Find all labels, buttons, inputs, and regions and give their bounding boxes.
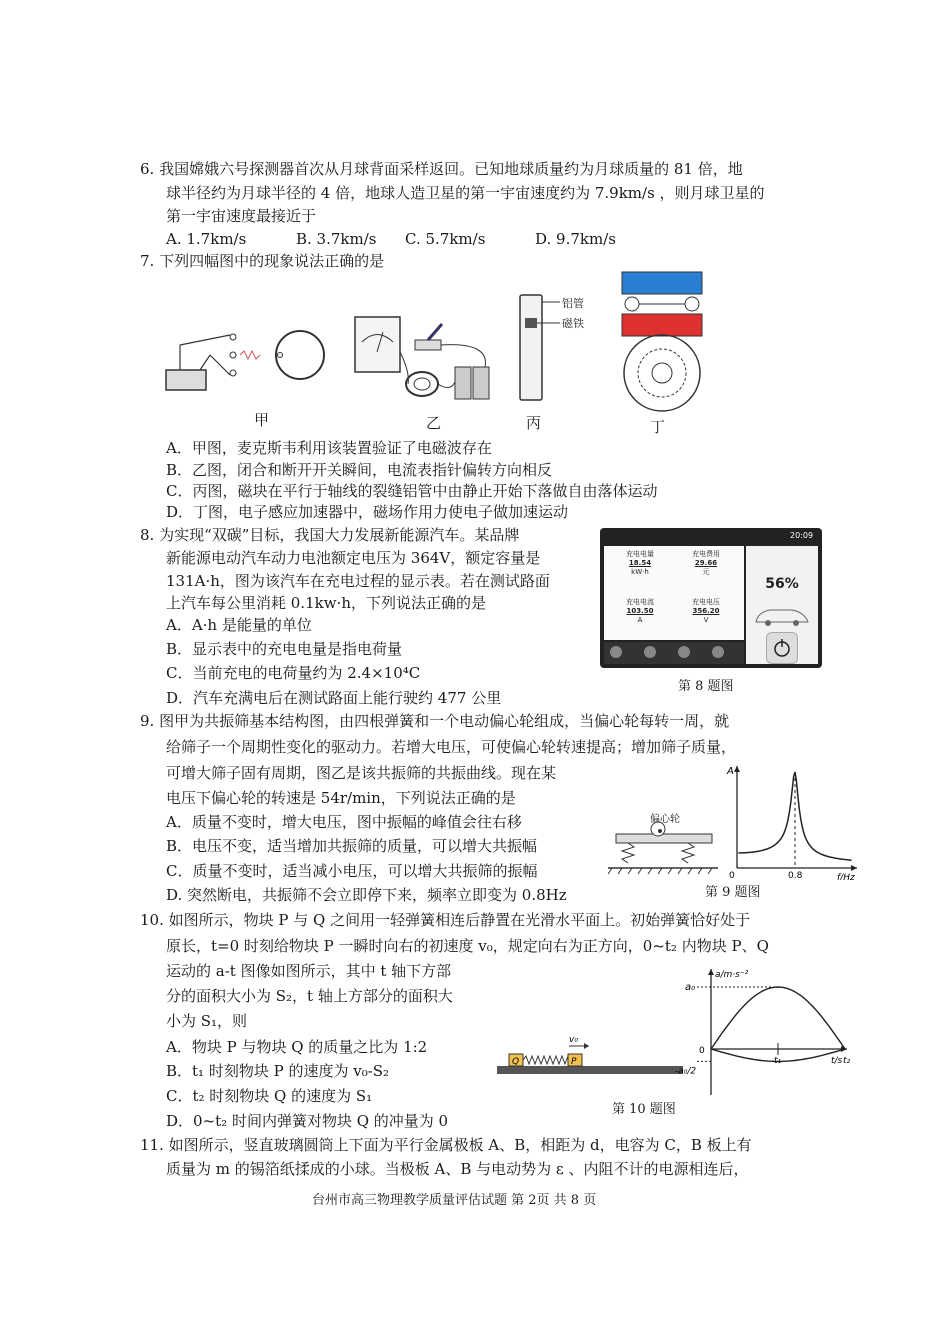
- t-axis-label: t/s: [831, 1056, 843, 1066]
- q10-line-1: 10. 如图所示，物块 P 与 Q 之间用一轻弹簧相连后静置在光滑水平面上。初始弹簧恰好处于: [140, 911, 751, 929]
- a0-label: a₀: [685, 982, 696, 993]
- soc-percent: 56%: [765, 576, 799, 592]
- magnet: [525, 318, 537, 328]
- q9-line-2: 给筛子一个周期性变化的驱动力。若增大电压，可使偏心轮转速提高；增加筛子质量，: [166, 738, 737, 756]
- fig-label-bing: 丙: [526, 414, 542, 432]
- fig-label-jia: 甲: [254, 411, 270, 429]
- upper-magnet: [622, 272, 702, 294]
- block-p-label: P: [571, 1057, 577, 1067]
- tube-label: 铝管: [562, 297, 584, 310]
- q9-option-d: D. 突然断电，共振筛不会立即停下来，频率立即变为 0.8Hz: [166, 886, 567, 904]
- v0-label: v₀: [569, 1035, 578, 1045]
- lower-magnet: [622, 314, 702, 336]
- switch: [415, 340, 441, 350]
- fig-label-yi: 乙: [426, 414, 442, 432]
- coil: [406, 372, 438, 396]
- q8-option-d: D．汽车充满电后在测试路面上能行驶约 477 公里: [166, 689, 502, 707]
- q8-line-4: 上汽车每公里消耗 0.1kw·h，下列说法正确的是: [166, 594, 486, 612]
- toolbar-icon-2[interactable]: [644, 646, 656, 658]
- q9-option-a: A．质量不变时，增大电压，图中振幅的峰值会往右移: [166, 813, 522, 831]
- panel-soc: [746, 546, 818, 664]
- x-label: f/Hz: [837, 873, 855, 880]
- induction-coil: [166, 370, 206, 390]
- q7-option-c: C．丙图，磁块在平行于轴线的裂缝铝管中由静止开始下落做自由落体运动: [166, 482, 658, 500]
- galvanometer: [355, 317, 400, 372]
- q9-line-1: 9. 图甲为共振筛基本结构图，由四根弹簧和一个电动偏心轮组成，当偏心轮每转一周，就: [140, 712, 730, 730]
- q7-figure-yi: [350, 312, 500, 407]
- q10-option-d: D．0~t₂ 时间内弹簧对物块 Q 的冲量为 0: [166, 1112, 449, 1130]
- battery: [455, 367, 471, 399]
- q8-option-c: C．当前充电的电荷量约为 2.4×10⁴C: [166, 664, 421, 682]
- cell-current: 充电电流 103.50 A: [626, 598, 654, 624]
- q8-option-a: A．A·h 是能量的单位: [166, 616, 312, 634]
- cell-cost: 充电费用 29.66 元: [692, 550, 720, 576]
- q10-option-b: B．t₁ 时刻物块 P 的速度为 v₀-S₂: [166, 1062, 390, 1080]
- magnet-label: 磁铁: [562, 317, 584, 330]
- q6-option-a: A. 1.7km/s: [166, 230, 247, 248]
- panel-values: [604, 546, 744, 640]
- vacuum-chamber: [624, 335, 700, 411]
- t1-label: t₁: [774, 1056, 782, 1066]
- q7-figure-jia: [160, 315, 330, 405]
- spring-blocks-figure: [497, 1030, 687, 1080]
- spark-ball: [230, 334, 236, 340]
- page-footer: 台州市高三物理教学质量评估试题 第 2页 共 8 页: [312, 1193, 597, 1208]
- toolbar-icon-1[interactable]: [610, 646, 622, 658]
- q10-line-3: 运动的 a-t 图像如图所示，其中 t 轴下方部: [166, 962, 452, 980]
- q6-option-b: B. 3.7km/s: [296, 230, 377, 248]
- y-label: A: [727, 766, 734, 777]
- receiver-ring: [276, 331, 324, 379]
- toolbar-icon-3[interactable]: [678, 646, 690, 658]
- neg-a0-label: -a₀/2: [675, 1066, 697, 1077]
- a-t-chart: [675, 965, 855, 1105]
- q8-option-b: B．显示表中的充电电量是指电荷量: [166, 640, 403, 658]
- aluminum-tube: [520, 295, 542, 400]
- q11-line-1: 11. 如图所示，竖直玻璃圆筒上下面为平行金属极板 A、B，相距为 d，电容为 C，B 板上有: [140, 1136, 752, 1154]
- q9-line-4: 电压下偏心轮的转速是 54r/min，下列说法正确的是: [166, 789, 516, 807]
- spring-left: [622, 843, 634, 863]
- q9-option-b: B．电压不变，适当增加共振筛的质量，可以增大共振幅: [166, 837, 538, 855]
- q8-line-3: 131A·h，图为该汽车在充电过程的显示表。若在测试路面: [166, 572, 550, 590]
- curve-q: [711, 987, 845, 1049]
- resonance-chart: [725, 760, 865, 880]
- cell-energy: 充电电量 18.54 kW·h: [626, 550, 654, 576]
- origin-label: 0: [699, 1046, 705, 1056]
- q8-caption: 第 8 题图: [678, 679, 734, 694]
- charging-display: [600, 528, 822, 668]
- q10-line-5: 小为 S₁，则: [166, 1012, 248, 1030]
- q10-line-4: 分的面积大小为 S₂，t 轴上方部分的面积大: [166, 987, 453, 1005]
- car-icon: [752, 604, 812, 628]
- power-icon: [767, 633, 797, 663]
- x-tick-0.8: 0.8: [788, 871, 803, 880]
- q10-caption: 第 10 题图: [612, 1102, 676, 1117]
- q7-option-b: B．乙图，闭合和断开开关瞬间，电流表指针偏转方向相反: [166, 461, 553, 479]
- q10-option-c: C．t₂ 时刻物块 Q 的速度为 S₁: [166, 1087, 373, 1105]
- q10-line-2: 原长，t=0 时刻给物块 P 一瞬时向右的初速度 v₀，规定向右为正方向，0~t₂ 内物块 P、Q: [166, 937, 769, 955]
- spring: [523, 1056, 574, 1064]
- q11-line-2: 质量为 m 的锡箔纸揉成的小球。当极板 A、B 与电动势为 ε 、内阻不计的电源相连后，: [166, 1160, 749, 1178]
- q9-option-c: C．质量不变时，适当减小电压，可以增大共振筛的振幅: [166, 862, 538, 880]
- ground: [497, 1066, 683, 1074]
- q6-line-2: 球半径约为月球半径的 4 倍，地球人造卫星的第一宇宙速度约为 7.9km/s ，则月球卫星的: [166, 184, 765, 202]
- sieve-plate: [616, 834, 712, 843]
- panel-toolbar: [604, 642, 744, 664]
- q6-option-d: D. 9.7km/s: [535, 230, 616, 248]
- wheel-label: 偏心轮: [650, 814, 680, 825]
- q9-line-3: 可增大筛子固有周期，图乙是该共振筛的共振曲线。现在某: [166, 764, 557, 782]
- a-axis-label: a/m·s⁻²: [715, 970, 749, 980]
- fig-label-ding: 丁: [650, 418, 666, 436]
- stop-charge-button[interactable]: [766, 632, 798, 664]
- cell-voltage: 充电电压 356.20 V: [692, 598, 720, 624]
- toolbar-icon-4[interactable]: [712, 646, 724, 658]
- block-q-label: Q: [512, 1057, 520, 1067]
- panel-time: 20:09: [790, 531, 814, 540]
- q8-line-1: 8. 为实现“双碳”目标，我国大力发展新能源汽车。某品牌: [140, 526, 520, 544]
- q7-option-a: A．甲图，麦克斯韦利用该装置验证了电磁波存在: [166, 439, 492, 457]
- q8-line-2: 新能源电动汽车动力电池额定电压为 364V，额定容量是: [166, 549, 541, 567]
- origin-label: 0: [729, 871, 735, 880]
- spring-right: [682, 843, 694, 863]
- q7-figure-ding: [612, 270, 717, 418]
- q7-option-d: D．丁图，电子感应加速器中，磁场作用力使电子做加速运动: [166, 503, 569, 521]
- t2-label: t₂: [843, 1056, 851, 1066]
- q7-stem: 7. 下列四幅图中的现象说法正确的是: [140, 252, 385, 270]
- q6-line-1: 6. 我国嫦娥六号探测器首次从月球背面采样返回。已知地球质量约为月球质量的 81 倍，地: [140, 160, 743, 178]
- q9-caption: 第 9 题图: [705, 885, 761, 900]
- q6-option-c: C. 5.7km/s: [405, 230, 486, 248]
- q10-option-a: A．物块 P 与物块 Q 的质量之比为 1:2: [166, 1038, 428, 1056]
- q6-line-3: 第一宇宙速度最接近于: [166, 207, 317, 225]
